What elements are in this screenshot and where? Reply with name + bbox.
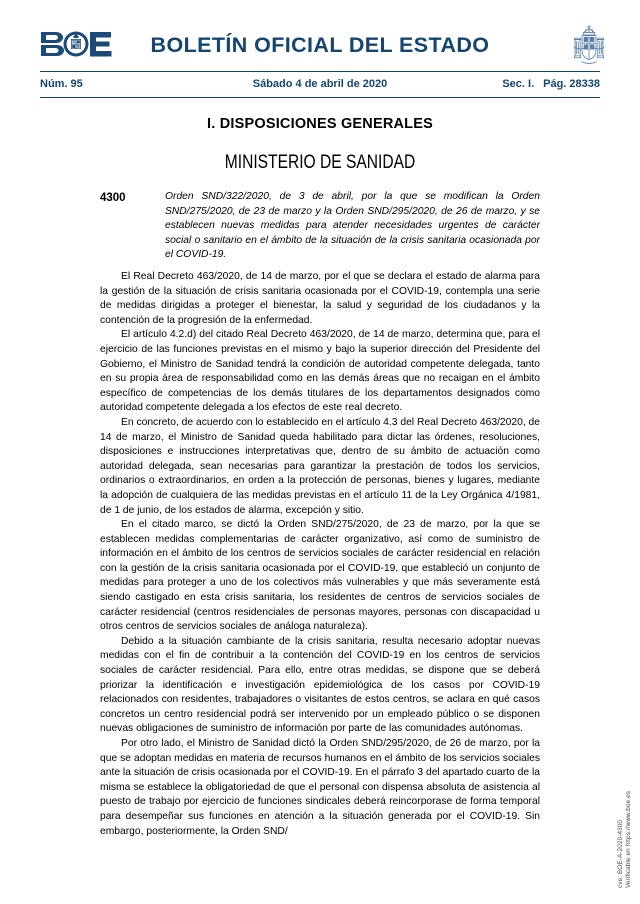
ministry-heading: MINISTERIO DE SANIDAD [224,152,416,173]
document-body [0,190,640,837]
body-paragraph: El artículo 4.2.d) del citado Real Decreto 463/2020, de 14 de marzo, determina que, para el ejercicio de las funciones previstas en el mismo y bajo la superior dirección del Presidente del Gobierno, el Ministro de Sanidad tendrá la condición de autoridad competente delegada, tanto en su propia área de responsabilidad como en las demás áreas que no recaigan en el ámbito específico de competencias de los demás titulares de los departamentos designados como autoridad competente delegada a los efectos de este real decreto. [100,329,540,414]
verification-url[interactable]: Verificable en https://www.boe.es [625,790,632,888]
body-paragraph: En concreto, de acuerdo con lo establecido en el artículo 4.3 del Real Decreto 463/2020, de 14 de marzo, el Ministro de Sanidad queda habilitado para dictar las órdenes, resoluciones, disposiciones e instrucciones interpretativas que, dentro de su ámbito de actuación como autoridad delegada, sean necesarias para garantizar la prestación de todos los servicios, ordinarios o extraordinarios, en orden a la protección de personas, bienes y lugares, mediante la adopción de cualquiera de las medidas previstas en el artículo 11 de la Ley Orgánica 4/1981, de 1 de junio, de los estados de alarma, excepción y sitio. [100,416,541,516]
body-paragraph: Debido a la situación cambiante de la crisis sanitaria, resulta necesario adoptar nuevas medidas con el fin de contribuir a la contención del COVID-19 en los centros de servicios sociales de carácter residencial. Para ello, entre otras medidas, se dispone que se deberá priorizar la identificación e investigación epidemiológica de los casos por COVID-19 relacionados con residentes, trabajadores o visitantes de estos centros, se aclara en qué casos concretos un centro residencial podrá ser intervenido por un empleado público o se disponen nuevas obligaciones de suministro de información por parte de las comunidades autónomas. [100,635,540,735]
section-heading: I. DISPOSICIONES GENERALES [207,116,433,132]
issue-number: Núm. 95 [40,78,83,90]
masthead-title: BOLETÍN OFICIAL DEL ESTADO [150,33,490,57]
disposition-entry [0,190,640,263]
section-label: Sec. I. [502,78,535,90]
body-paragraph: En el citado marco, se dictó la Orden SND/275/2020, de 23 de marzo, por la que se establecen medidas complementarias de carácter organizativo, así como de suministro de información en el ámbito de los centros de servicios sociales de carácter residencial en relación con la gestión de la crisis sanitaria ocasionada por el COVID-19, que estableció un conjunto de medidas para proteger a uno de los colectivos más vulnerables y que más severamente está siendo castigado en esta crisis sanitaria, los residentes de centros de servicios sociales de carácter residencial (centros residenciales de personas mayores, personas con discapacidad u otros centros de servicios sociales de análoga naturaleza). [100,519,540,633]
header-rule-bottom [40,97,600,98]
info-bar [40,75,600,96]
section-page-info [502,78,600,90]
issue-date: Sábado 4 de abril de 2020 [252,78,388,90]
spain-coat-of-arms-icon [570,24,608,70]
body-paragraphs [100,270,540,839]
body-paragraph: El Real Decreto 463/2020, de 14 de marzo, por el que se declara el estado de alarma para la gestión de la situación de crisis sanitaria ocasionada por el COVID-19, contempla una serie de medidas dirigidas a proteger el bienestar, la salud y seguridad de los ciudadanos y la contención de la progresión de la enfermedad. [100,271,540,326]
verification-sidebar [618,728,636,888]
disposition-summary: Orden SND/322/2020, de 3 de abril, por la que se modifican la Orden SND/275/2020, de 23 de marzo y la Orden SND/295/2020, de 26 de marzo, y se establecen nuevas medidas para atender necesidades urgentes de carácter social o sanitario en el ámbito de la situación de la crisis sanitaria ocasionada por el COVID-19. [165,191,540,261]
page-label: Pág. 28338 [543,78,600,90]
body-paragraph: Por otro lado, el Ministro de Sanidad dictó la Orden SND/295/2020, de 26 de marzo, por la que se adoptan medidas en materia de recursos humanos en el ámbito de los servicios sociales ante la situación de crisis ocasionada por el COVID-19. En el párrafo 3 del apartado cuarto de la misma se establece la obligatoriedad de que el personal con dispensa absoluta de asistencia al puesto de trabajo por ejercicio de funciones sindicales deberá reincorporase de forma temporal para desempeñar sus funciones en atención a la situación generada por el COVID-19. Sin embargo, posteriormente, la Orden SND/ [100,738,540,837]
disposition-number: 4300 [100,192,126,204]
header-rule-top [40,71,600,72]
cve-code: cve: BOE-A-2020-4300 [617,819,624,888]
masthead [0,0,640,70]
